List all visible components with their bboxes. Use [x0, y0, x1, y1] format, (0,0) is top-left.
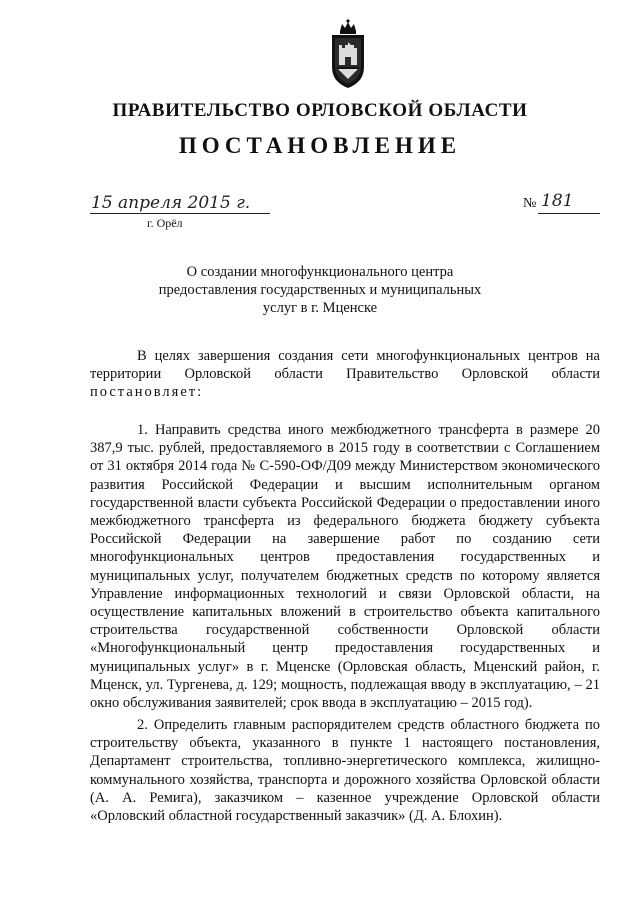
date-underline: [90, 213, 270, 214]
intro-verb: постановляет:: [90, 384, 204, 401]
organization-title: ПРАВИТЕЛЬСТВО ОРЛОВСКОЙ ОБЛАСТИ: [112, 100, 528, 121]
subject-line: предоставления государственных и муниципальных: [158, 282, 482, 298]
handwritten-date: 15 апреля 2015 г.: [91, 193, 251, 213]
handwritten-document-number: 181: [541, 191, 574, 211]
city-label: г. Орёл: [147, 216, 183, 230]
subject-line: О создании многофункционального центра: [186, 264, 454, 280]
paragraph-2: 2. Определить главным распорядителем средств областного бюджета по строительству объекта, указанного в пункте 1 настоящего постановления, Департамент строительства, топливно-энергетического комплекса, жилищно-коммунального хозяйства, транспорта и дорожного хозяйства Орловской области (А. А. Ремига), заказчиком – казенное учреждение Орловской области «Орловский областной государственный заказчик» (Д. А. Блохин).: [90, 717, 600, 825]
document-number-label: №: [523, 196, 537, 211]
document-subject: [150, 263, 490, 317]
intro-paragraph: [90, 347, 600, 402]
paragraph-1: 1. Направить средства иного межбюджетного трансферта в размере 20 387,9 тыс. рублей, предоставляемого в 2015 году в соответствии с Соглашением от 31 октября 2014 года № С-590-ОФ/Д09 между Министерством экономического развития Российской Федерации и высшим исполнительным органом государственной власти субъекта Российской Федерации о предоставлении иного межбюджетного трансферта из федерального бюджета бюджету субъекта Российской Федерации на завершение работ по созданию сети многофункциональных центров предоставления государственных и муниципальных услуг, получателем бюджетных средств по которому является Управление информационных технологий и связи Орловской области, на осуществление капитальных вложений в строительство объекта капитального строительства государственной собственности Орловской области «Многофункциональный центр предоставления государственных и муниципальных услуг» в г. Мценске (Орловская область, Мценский район, г. Мценск, ул. Тургенева, д. 129; мощность, подлежащая вводу в эксплуатацию, – 21 окно обслуживания заявителей; срок ввода в эксплуатацию – 2015 год).: [90, 422, 600, 712]
intro-text: В целях завершения создания сети многофункциональных центров на территории Орловской области Правительство Орловской области: [90, 348, 600, 383]
coat-of-arms-icon: [327, 19, 369, 90]
subject-line: услуг в г. Мценске: [262, 300, 378, 316]
document-type-title: ПОСТАНОВЛЕНИЕ: [178, 133, 462, 158]
number-underline: [538, 213, 600, 214]
